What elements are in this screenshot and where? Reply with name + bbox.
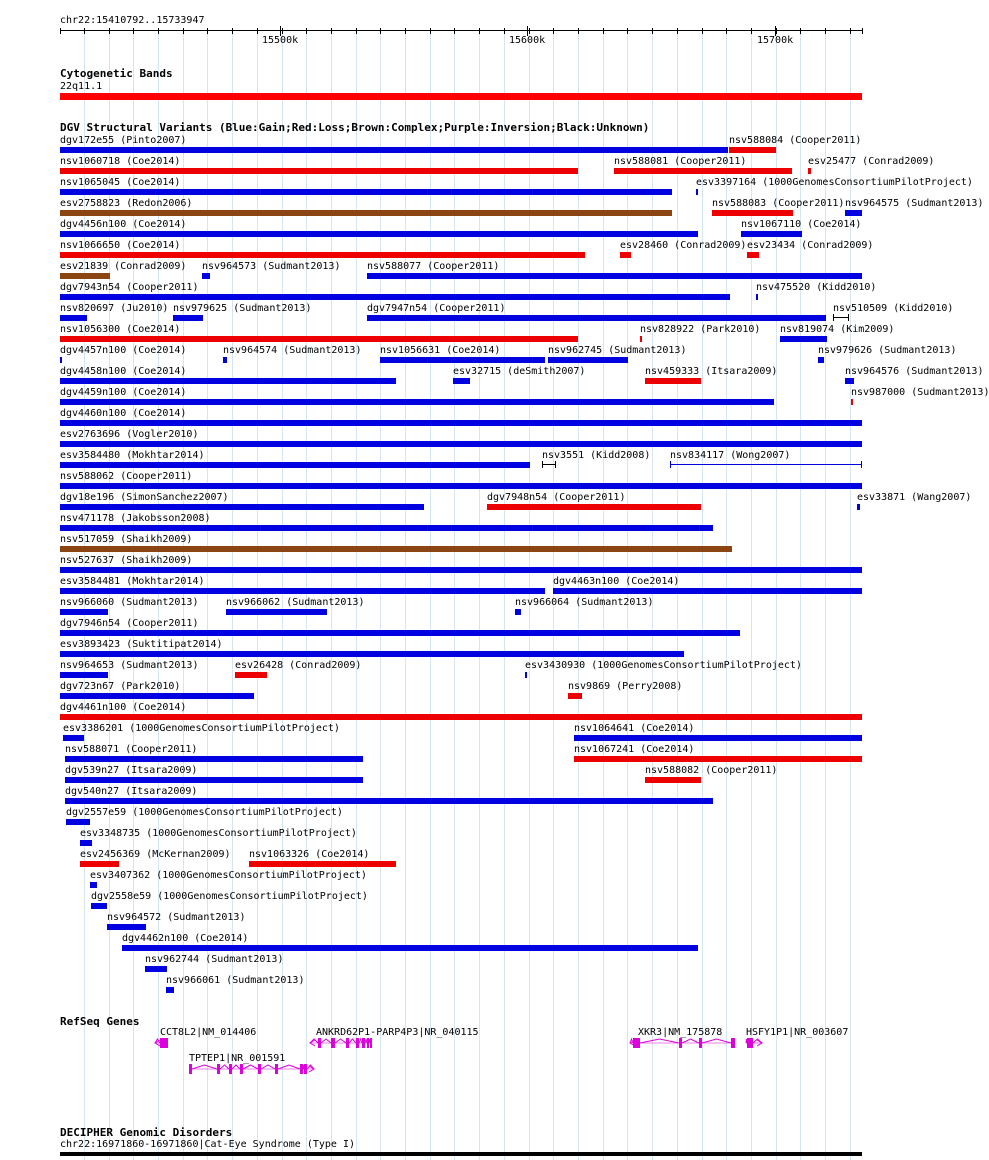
- sv-label: nsv964572 (Sudmant2013): [107, 912, 246, 923]
- sv-label: esv26428 (Conrad2009): [235, 660, 362, 671]
- sv-feature-bar[interactable]: [60, 210, 672, 216]
- sv-feature-bar[interactable]: [640, 336, 642, 342]
- ruler-minor-tick: [726, 28, 727, 34]
- sv-label: nsv459333 (Itsara2009): [645, 366, 778, 377]
- gene-intron: [349, 1039, 356, 1043]
- gene-exon: [160, 1038, 168, 1048]
- gene-strand-arrow: [309, 1066, 314, 1072]
- sv-label: dgv18e196 (SimonSanchez2007): [60, 492, 229, 503]
- grid-line: [479, 30, 480, 1160]
- sv-label: nsv819074 (Kim2009): [780, 324, 895, 335]
- locus-label: chr22:15410792..15733947: [60, 15, 205, 26]
- sv-feature-bar[interactable]: [553, 588, 862, 594]
- sv-feature-bar[interactable]: [60, 567, 862, 573]
- gene-intron: [365, 1039, 367, 1043]
- sv-feature-bar[interactable]: [60, 714, 862, 720]
- ruler-minor-tick: [627, 28, 628, 34]
- sv-label: nsv964573 (Sudmant2013): [202, 261, 341, 272]
- sv-label: esv3397164 (1000GenomesConsortiumPilotProject): [696, 177, 973, 188]
- sv-feature-bar[interactable]: [60, 441, 862, 447]
- sv-feature-bar[interactable]: [60, 189, 672, 195]
- sv-feature-bar[interactable]: [857, 504, 860, 510]
- ruler-minor-tick: [652, 28, 653, 34]
- grid-line: [627, 30, 628, 1160]
- gene-intron: [303, 1065, 304, 1069]
- ruler-minor-tick: [380, 28, 381, 34]
- sv-feature-bar[interactable]: [65, 756, 363, 762]
- sv-feature-bar[interactable]: [60, 588, 545, 594]
- gene-intron: [682, 1039, 699, 1043]
- ruler-minor-tick: [776, 28, 777, 34]
- sv-feature-cap: [848, 314, 849, 321]
- sv-feature-line[interactable]: [542, 464, 556, 465]
- sv-label: nsv962744 (Sudmant2013): [145, 954, 284, 965]
- grid-line: [677, 30, 678, 1160]
- gene-model[interactable]: [155, 1038, 168, 1048]
- gene-exon: [633, 1038, 640, 1048]
- grid-line: [232, 30, 233, 1160]
- sv-label: nsv966064 (Sudmant2013): [515, 597, 654, 608]
- sv-label: dgv723n67 (Park2010): [60, 681, 181, 692]
- ruler-minor-tick: [702, 28, 703, 34]
- ruler-minor-tick: [862, 28, 863, 34]
- grid-line: [454, 30, 455, 1160]
- sv-label: esv28460 (Conrad2009): [620, 240, 747, 251]
- sv-label: dgv7947n54 (Cooper2011): [367, 303, 506, 314]
- sv-feature-bar[interactable]: [453, 378, 470, 384]
- ruler-minor-tick: [479, 28, 480, 34]
- ruler-minor-tick: [430, 28, 431, 34]
- ruler-minor-tick: [751, 28, 752, 34]
- gene-label: ANKRD62P1-PARP4P3|NR_040115: [316, 1027, 479, 1038]
- cytoband-track-title[interactable]: Cytogenetic Bands: [60, 67, 173, 80]
- gene-exon: [679, 1038, 682, 1048]
- ruler-minor-tick: [850, 28, 851, 34]
- gene-label: XKR3|NM_175878: [638, 1027, 723, 1038]
- ruler-minor-tick: [677, 28, 678, 34]
- sv-feature-bar[interactable]: [145, 966, 167, 972]
- ruler-minor-tick: [356, 28, 357, 34]
- sv-label: dgv4459n100 (Coe2014): [60, 387, 187, 398]
- sv-label: nsv979625 (Sudmant2013): [173, 303, 312, 314]
- sv-feature-bar[interactable]: [614, 168, 792, 174]
- sv-feature-bar[interactable]: [60, 357, 62, 363]
- gene-strand-arrow: [630, 1040, 635, 1046]
- sv-label: dgv7943n54 (Cooper2011): [60, 282, 199, 293]
- sv-feature-bar[interactable]: [845, 378, 854, 384]
- sv-label: nsv588077 (Cooper2011): [367, 261, 500, 272]
- ruler-minor-tick: [405, 28, 406, 34]
- grid-line: [380, 30, 381, 1160]
- grid-line: [578, 30, 579, 1160]
- sv-label: dgv4463n100 (Coe2014): [553, 576, 680, 587]
- gene-exon: [240, 1064, 243, 1074]
- sv-feature-bar[interactable]: [60, 504, 424, 510]
- gene-intron: [640, 1039, 679, 1043]
- gene-model[interactable]: [746, 1038, 762, 1048]
- sv-label: nsv1066650 (Coe2014): [60, 240, 181, 251]
- gene-intron: [369, 1039, 370, 1043]
- sv-feature-line[interactable]: [670, 464, 862, 465]
- sv-feature-bar[interactable]: [60, 651, 684, 657]
- sv-label: nsv964576 (Sudmant2013): [845, 366, 984, 377]
- sv-feature-bar[interactable]: [173, 315, 203, 321]
- sv-feature-bar[interactable]: [223, 357, 227, 363]
- cytoband-bar[interactable]: [60, 93, 862, 100]
- gene-intron: [261, 1065, 275, 1069]
- grid-line: [282, 30, 283, 1160]
- sv-label: dgv7946n54 (Cooper2011): [60, 618, 199, 629]
- sv-feature-cap: [555, 461, 556, 468]
- sv-label: dgv4456n100 (Coe2014): [60, 219, 187, 230]
- gene-intron: [232, 1065, 240, 1069]
- sv-feature-bar[interactable]: [66, 819, 90, 825]
- sv-feature-cap: [670, 461, 671, 468]
- sv-label: esv23434 (Conrad2009): [747, 240, 874, 251]
- sv-feature-bar[interactable]: [380, 357, 545, 363]
- refseq-track-title[interactable]: RefSeq Genes: [60, 1015, 140, 1028]
- sv-feature-bar[interactable]: [367, 273, 862, 279]
- gene-intron: [307, 1065, 314, 1069]
- gene-exon: [275, 1064, 278, 1074]
- sv-feature-bar[interactable]: [729, 147, 776, 153]
- sv-feature-bar[interactable]: [60, 378, 396, 384]
- gene-intron: [220, 1065, 229, 1069]
- ruler-minor-tick: [578, 28, 579, 34]
- sv-feature-bar[interactable]: [818, 357, 824, 363]
- sv-label: nsv964575 (Sudmant2013): [845, 198, 984, 209]
- sv-feature-bar[interactable]: [60, 630, 740, 636]
- gene-exon: [731, 1038, 735, 1048]
- sv-label: dgv539n27 (Itsara2009): [65, 765, 198, 776]
- sv-label: nsv979626 (Sudmant2013): [818, 345, 957, 356]
- sv-label: nsv964653 (Sudmant2013): [60, 660, 199, 671]
- sv-feature-bar[interactable]: [60, 294, 730, 300]
- sv-feature-bar[interactable]: [60, 546, 732, 552]
- sv-feature-bar[interactable]: [808, 168, 811, 174]
- sv-feature-bar[interactable]: [60, 609, 108, 615]
- sv-feature-bar[interactable]: [515, 609, 521, 615]
- sv-label: dgv172e55 (Pinto2007): [60, 135, 187, 146]
- sv-label: nsv588081 (Cooper2011): [614, 156, 747, 167]
- sv-label: nsv588071 (Cooper2011): [65, 744, 198, 755]
- gene-exon: [747, 1038, 753, 1048]
- sv-feature-bar[interactable]: [249, 861, 396, 867]
- sv-feature-bar[interactable]: [756, 294, 758, 300]
- sv-label: esv21839 (Conrad2009): [60, 261, 187, 272]
- sv-feature-bar[interactable]: [741, 231, 802, 237]
- sv-label: nsv517059 (Shaikh2009): [60, 534, 193, 545]
- sv-feature-bar[interactable]: [60, 168, 578, 174]
- sv-label: dgv7948n54 (Cooper2011): [487, 492, 626, 503]
- sv-label: nsv1056631 (Coe2014): [380, 345, 501, 356]
- sv-feature-bar[interactable]: [548, 357, 628, 363]
- sv-label: esv3584481 (Mokhtar2014): [60, 576, 205, 587]
- sv-label: nsv962745 (Sudmant2013): [548, 345, 687, 356]
- gene-exon: [362, 1038, 365, 1048]
- gene-exon: [300, 1064, 303, 1074]
- sv-feature-bar[interactable]: [166, 987, 174, 993]
- gene-strand-arrow: [757, 1040, 762, 1046]
- sv-feature-bar[interactable]: [851, 399, 853, 405]
- sv-feature-bar[interactable]: [712, 210, 793, 216]
- ruler-minor-tick: [331, 28, 332, 34]
- gene-exon: [318, 1038, 321, 1048]
- sv-label: nsv588083 (Cooper2011): [712, 198, 845, 209]
- grid-line: [504, 30, 505, 1160]
- sv-feature-bar[interactable]: [845, 210, 862, 216]
- sv-feature-bar[interactable]: [367, 315, 826, 321]
- grid-line: [529, 30, 530, 1160]
- sv-feature-bar[interactable]: [122, 945, 698, 951]
- sv-label: nsv510509 (Kidd2010): [833, 303, 954, 314]
- gene-exon: [258, 1064, 261, 1074]
- ruler-tick-label: 15600k: [509, 35, 546, 46]
- sv-label: dgv4461n100 (Coe2014): [60, 702, 187, 713]
- sv-label: nsv1067241 (Coe2014): [574, 744, 695, 755]
- sv-label: nsv1063326 (Coe2014): [249, 849, 370, 860]
- sv-feature-bar[interactable]: [60, 147, 728, 153]
- gene-intron: [310, 1039, 318, 1043]
- sv-label: nsv3551 (Kidd2008): [542, 450, 651, 461]
- ruler-minor-tick: [504, 28, 505, 34]
- sv-feature-bar[interactable]: [645, 378, 701, 384]
- gene-intron: [359, 1039, 362, 1043]
- sv-feature-bar[interactable]: [60, 462, 530, 468]
- gene-model[interactable]: [310, 1038, 372, 1048]
- sv-label: nsv1064641 (Coe2014): [574, 723, 695, 734]
- ruler-minor-tick: [60, 28, 61, 34]
- sv-feature-bar[interactable]: [487, 504, 701, 510]
- sv-feature-bar[interactable]: [65, 798, 713, 804]
- grid-line: [405, 30, 406, 1160]
- gene-intron: [243, 1065, 258, 1069]
- sv-label: esv3386201 (1000GenomesConsortiumPilotProject): [63, 723, 340, 734]
- sv-feature-bar[interactable]: [780, 336, 827, 342]
- sv-feature-bar[interactable]: [60, 273, 110, 279]
- sv-feature-bar[interactable]: [60, 252, 585, 258]
- gene-intron: [321, 1039, 331, 1043]
- sv-label: esv2763696 (Vogler2010): [60, 429, 199, 440]
- sv-label: nsv1067110 (Coe2014): [741, 219, 862, 230]
- sv-label: nsv588062 (Cooper2011): [60, 471, 193, 482]
- grid-line: [356, 30, 357, 1160]
- sv-feature-bar[interactable]: [80, 861, 119, 867]
- grid-line: [553, 30, 554, 1160]
- sv-label: nsv966061 (Sudmant2013): [166, 975, 305, 986]
- sv-label: nsv527637 (Shaikh2009): [60, 555, 193, 566]
- sv-label: nsv1056300 (Coe2014): [60, 324, 181, 335]
- sv-label: dgv4460n100 (Coe2014): [60, 408, 187, 419]
- ruler-minor-tick: [257, 28, 258, 34]
- gene-intron: [746, 1039, 747, 1043]
- ruler-minor-tick: [232, 28, 233, 34]
- sv-label: esv3430930 (1000GenomesConsortiumPilotProject): [525, 660, 802, 671]
- sv-feature-bar[interactable]: [235, 672, 267, 678]
- ruler-minor-tick: [133, 28, 134, 34]
- grid-line: [652, 30, 653, 1160]
- ruler-minor-tick: [282, 28, 283, 34]
- sv-label: esv3407362 (1000GenomesConsortiumPilotProject): [90, 870, 367, 881]
- sv-feature-bar[interactable]: [60, 525, 713, 531]
- sv-label: dgv4458n100 (Coe2014): [60, 366, 187, 377]
- sv-feature-bar[interactable]: [91, 903, 107, 909]
- gene-exon: [346, 1038, 349, 1048]
- sv-label: nsv966060 (Sudmant2013): [60, 597, 199, 608]
- sv-label: esv3893423 (Suktitipat2014): [60, 639, 223, 650]
- gene-label: TPTEP1|NR_001591: [189, 1053, 286, 1064]
- gene-strand-arrow: [310, 1040, 315, 1046]
- sv-feature-cap: [861, 461, 862, 468]
- grid-line: [306, 30, 307, 1160]
- sv-label: nsv964574 (Sudmant2013): [223, 345, 362, 356]
- grid-line: [331, 30, 332, 1160]
- grid-line: [257, 30, 258, 1160]
- sv-label: nsv834117 (Wong2007): [670, 450, 791, 461]
- grid-line: [430, 30, 431, 1160]
- sv-label: nsv471178 (Jakobsson2008): [60, 513, 211, 524]
- sv-label: nsv475520 (Kidd2010): [756, 282, 877, 293]
- sv-feature-bar[interactable]: [65, 777, 363, 783]
- ruler-minor-tick: [207, 28, 208, 34]
- sv-label: esv3584480 (Mokhtar2014): [60, 450, 205, 461]
- grid-line: [603, 30, 604, 1160]
- sv-label: nsv1060718 (Coe2014): [60, 156, 181, 167]
- sv-feature-bar[interactable]: [60, 336, 578, 342]
- sv-label: dgv4462n100 (Coe2014): [122, 933, 249, 944]
- sv-label: dgv540n27 (Itsara2009): [65, 786, 198, 797]
- gene-intron: [192, 1065, 217, 1069]
- sv-label: nsv588084 (Cooper2011): [729, 135, 862, 146]
- ruler-minor-tick: [603, 28, 604, 34]
- decipher-track-title[interactable]: DECIPHER Genomic Disorders: [60, 1126, 233, 1139]
- ruler-minor-tick: [553, 28, 554, 34]
- sv-label: nsv987000 (Sudmant2013): [851, 387, 989, 398]
- ruler-line: [60, 30, 862, 31]
- sv-label: nsv1065045 (Coe2014): [60, 177, 181, 188]
- sv-label: dgv2557e59 (1000GenomesConsortiumPilotProject): [66, 807, 343, 818]
- sv-feature-bar[interactable]: [60, 231, 698, 237]
- sv-label: esv25477 (Conrad2009): [808, 156, 935, 167]
- sv-feature-line[interactable]: [833, 317, 849, 318]
- gene-exon: [217, 1064, 220, 1074]
- sv-label: dgv2558e59 (1000GenomesConsortiumPilotProject): [91, 891, 368, 902]
- sv-label: esv2758823 (Redon2006): [60, 198, 193, 209]
- sv-feature-bar[interactable]: [107, 924, 146, 930]
- sv-feature-cap: [542, 461, 543, 468]
- gene-model[interactable]: [630, 1038, 735, 1048]
- ruler-tick-label: 15500k: [262, 35, 299, 46]
- sv-label: nsv966062 (Sudmant2013): [226, 597, 365, 608]
- ruler-minor-tick: [306, 28, 307, 34]
- sv-feature-bar[interactable]: [60, 672, 108, 678]
- gene-label: HSFY1P1|NR_003607: [746, 1027, 849, 1038]
- ruler-tick-label: 15700k: [757, 35, 794, 46]
- ruler-minor-tick: [529, 28, 530, 34]
- ruler-minor-tick: [158, 28, 159, 34]
- sv-feature-bar[interactable]: [574, 735, 862, 741]
- sv-feature-bar[interactable]: [80, 840, 92, 846]
- gene-intron: [335, 1039, 346, 1043]
- ruler-minor-tick: [825, 28, 826, 34]
- gene-intron: [630, 1039, 633, 1043]
- sv-label: esv33871 (Wang2007): [857, 492, 972, 503]
- sv-feature-bar[interactable]: [90, 882, 97, 888]
- sv-feature-bar[interactable]: [202, 273, 210, 279]
- gene-exon: [370, 1038, 372, 1048]
- sv-label: esv3348735 (1000GenomesConsortiumPilotProject): [80, 828, 357, 839]
- sv-label: nsv588082 (Cooper2011): [645, 765, 778, 776]
- sv-feature-bar[interactable]: [574, 756, 862, 762]
- sv-feature-bar[interactable]: [525, 672, 527, 678]
- sv-feature-bar[interactable]: [60, 420, 862, 426]
- ruler-minor-tick: [800, 28, 801, 34]
- ruler-minor-tick: [183, 28, 184, 34]
- sv-feature-bar[interactable]: [620, 252, 631, 258]
- sv-label: nsv828922 (Park2010): [640, 324, 761, 335]
- ruler-minor-tick: [109, 28, 110, 34]
- sv-label: esv2456369 (McKernan2009): [80, 849, 231, 860]
- gene-label: CCT8L2|NM_014406: [160, 1027, 257, 1038]
- sv-feature-bar[interactable]: [60, 399, 774, 405]
- sv-feature-bar[interactable]: [63, 735, 84, 741]
- gene-exon: [189, 1064, 192, 1074]
- sv-label: esv32715 (deSmith2007): [453, 366, 586, 377]
- cytoband-label: 22q11.1: [60, 81, 103, 92]
- ruler-minor-tick: [84, 28, 85, 34]
- ruler-minor-tick: [454, 28, 455, 34]
- sv-feature-bar[interactable]: [60, 315, 87, 321]
- sv-feature-bar[interactable]: [747, 252, 759, 258]
- sv-label: nsv9869 (Perry2008): [568, 681, 683, 692]
- grid-line: [702, 30, 703, 1160]
- sv-label: nsv820697 (Ju2010): [60, 303, 169, 314]
- sv-feature-cap: [833, 314, 834, 321]
- sv-feature-bar[interactable]: [60, 483, 862, 489]
- sv-feature-bar[interactable]: [60, 693, 254, 699]
- sv-feature-bar[interactable]: [568, 693, 582, 699]
- gene-intron: [753, 1039, 762, 1043]
- grid-line: [207, 30, 208, 1160]
- sv-feature-bar[interactable]: [696, 189, 698, 195]
- decipher-feature-label: chr22:16971860-16971860|Cat-Eye Syndrome (Type I): [60, 1139, 356, 1150]
- dgv-track-title[interactable]: DGV Structural Variants (Blue:Gain;Red:Loss;Brown:Complex;Purple:Inversion;Black:Unknown): [60, 121, 650, 134]
- sv-feature-bar[interactable]: [226, 609, 327, 615]
- decipher-feature-bar[interactable]: [60, 1152, 862, 1156]
- sv-label: dgv4457n100 (Coe2014): [60, 345, 187, 356]
- sv-feature-bar[interactable]: [645, 777, 701, 783]
- gene-exon: [367, 1038, 369, 1048]
